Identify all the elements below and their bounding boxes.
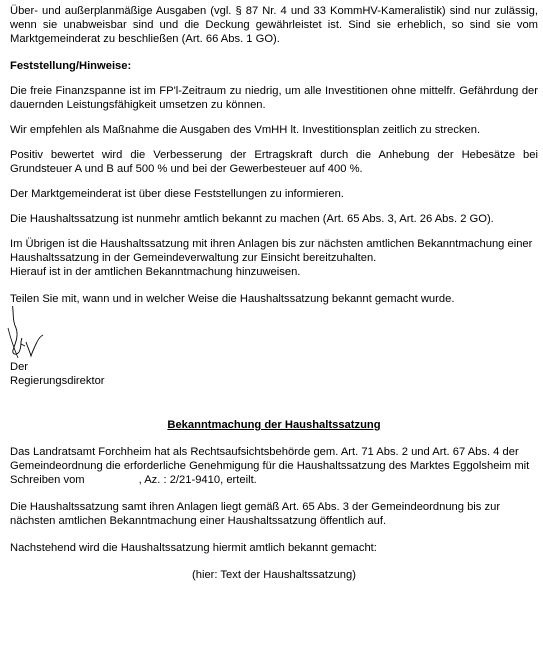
signature-area [10,306,538,360]
approval-paragraph [10,445,538,487]
finding-inform-council: Der Marktgemeinderat ist über diese Feststellungen zu informieren. [10,188,344,200]
document-page [10,4,538,582]
handwritten-signature [4,306,64,360]
keep-available-paragraph [10,237,538,279]
notice-heading-wrap [10,418,538,432]
finding-recommendation: Wir empfehlen als Maßnahme die Ausgaben des VmHH lt. Investitionsplan zeitlich zu strecken. [10,124,481,136]
approval-text: Das Landratsamt Forchheim hat als Rechtsaufsichtsbehörde gem. Art. 71 Abs. 2 und Art. 67 Abs. 4 der Gemeindeordnung die erforderliche Genehmigung für die Haushaltssatzung des Marktes Eggolsheim mit Schreiben vom [10,446,530,486]
publication-hint-line: Hierauf ist in der amtlichen Bekanntmachung hinzuweisen. [10,266,301,278]
finding-liquidity: Die freie Finanzspanne ist im FP'l-Zeitraum zu niedrig, um alle Investitionen ohne mittelfr. Gefährdung der dauernden Leistungsfähigkeit umsetzen zu können. [10,85,538,111]
findings-heading: Feststellung/Hinweise: [10,60,132,72]
finding-publication: Die Haushaltssatzung ist nunmehr amtlich bekannt zu machen (Art. 65 Abs. 3, Art. 26 Abs. 2 GO). [10,213,494,225]
statute-text-placeholder: (hier: Text der Haushaltssatzung) [192,569,356,581]
availability-paragraph: Die Haushaltssatzung samt ihren Anlagen liegt gemäß Art. 65 Abs. 3 der Gemeindeordnung bis zur nächsten amtlichen Bekanntmachung einer Haushaltssatzung öffentlich auf. [10,501,501,527]
request-paragraph: Teilen Sie mit, wann und in welcher Weise die Haushaltssatzung bekannt gemacht wurde. [10,293,455,305]
signer-title: Regierungsdirektor [10,375,105,387]
notice-heading: Bekanntmachung der Haushaltssatzung [167,419,381,431]
finding-tax-rates: Positiv bewertet wird die Verbesserung der Ertragskraft durch die Anhebung der Hebesätze bei Grundsteuer A und B auf 500 % und bei der Gewerbesteuer auf 400 %. [10,149,538,175]
announcement-line: Nachstehend wird die Haushaltssatzung hiermit amtlich bekannt gemacht: [10,542,377,554]
intro-paragraph: Über- und außerplanmäßige Ausgaben (vgl. § 87 Nr. 4 und 33 KommHV-Kameralistik) sind nur zulässig, wenn sie unabweisbar sind und die Deckung gewährleistet ist. Sind sie erheblich, so sind sie vom Marktgemeinderat zu beschließen (Art. 66 Abs. 1 GO). [10,5,538,45]
signer-article: Der [10,361,29,373]
approval-reference: , Az. : 2/21-9410, erteilt. [138,474,257,486]
keep-available-line: Im Übrigen ist die Haushaltssatzung mit ihren Anlagen bis zur nächsten amtlichen Bekanntmachung einer Haushaltssatzung in der Gemeindeverwaltung zur Einsicht bereitzuhalten. [10,238,533,264]
